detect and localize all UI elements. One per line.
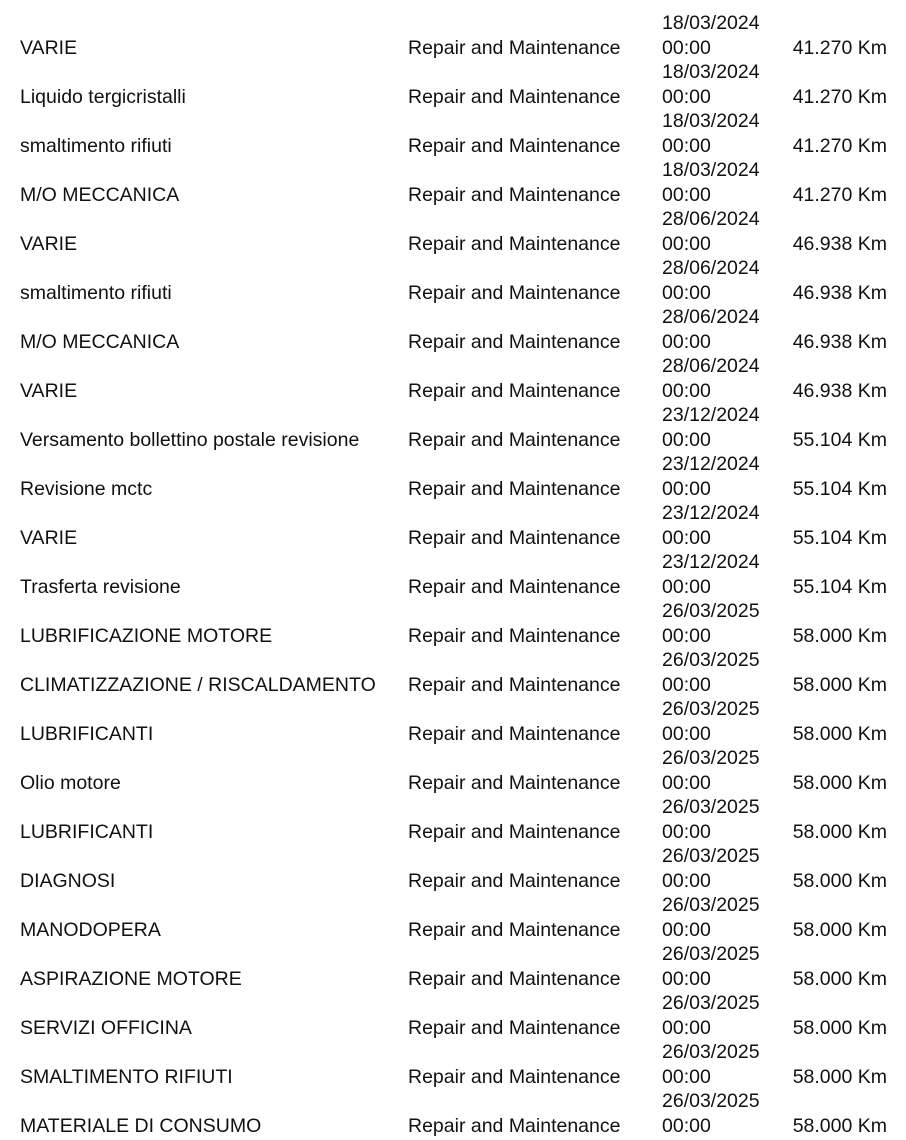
row-mileage: 55.104 Km: [792, 576, 887, 598]
table-row: [0, 207, 906, 256]
row-category: Repair and Maintenance: [408, 870, 621, 892]
row-mileage: 58.000 Km: [792, 821, 887, 843]
row-time: 00:00: [662, 772, 711, 794]
row-time: 00:00: [662, 184, 711, 206]
row-mileage: 41.270 Km: [792, 37, 887, 59]
row-mileage: 55.104 Km: [792, 478, 887, 500]
row-category: Repair and Maintenance: [408, 429, 621, 451]
row-category: Repair and Maintenance: [408, 674, 621, 696]
table-row: [0, 746, 906, 795]
row-date: 18/03/2024: [662, 159, 760, 181]
maintenance-log-table: [0, 11, 906, 1138]
row-mileage: 41.270 Km: [792, 86, 887, 108]
row-date: 23/12/2024: [662, 551, 760, 573]
row-date: 23/12/2024: [662, 404, 760, 426]
row-category: Repair and Maintenance: [408, 1066, 621, 1088]
row-date: 26/03/2025: [662, 649, 760, 671]
row-description: M/O MECCANICA: [20, 331, 180, 353]
row-description: LUBRIFICAZIONE MOTORE: [20, 625, 273, 647]
row-date: 18/03/2024: [662, 61, 760, 83]
table-row: [0, 1040, 906, 1089]
table-row: [0, 305, 906, 354]
row-date: 26/03/2025: [662, 894, 760, 916]
row-time: 00:00: [662, 1115, 711, 1137]
row-date: 28/06/2024: [662, 355, 760, 377]
row-date: 26/03/2025: [662, 747, 760, 769]
table-row: [0, 403, 906, 452]
row-category: Repair and Maintenance: [408, 527, 621, 549]
row-category: Repair and Maintenance: [408, 135, 621, 157]
row-description: LUBRIFICANTI: [20, 723, 154, 745]
row-category: Repair and Maintenance: [408, 821, 621, 843]
row-category: Repair and Maintenance: [408, 478, 621, 500]
row-description: smaltimento rifiuti: [20, 135, 172, 157]
row-date: 26/03/2025: [662, 600, 760, 622]
table-row: [0, 550, 906, 599]
row-description: Revisione mctc: [20, 478, 153, 500]
row-category: Repair and Maintenance: [408, 723, 621, 745]
row-time: 00:00: [662, 674, 711, 696]
row-time: 00:00: [662, 135, 711, 157]
row-category: Repair and Maintenance: [408, 576, 621, 598]
row-time: 00:00: [662, 821, 711, 843]
row-date: 18/03/2024: [662, 12, 760, 34]
row-description: DIAGNOSI: [20, 870, 116, 892]
row-time: 00:00: [662, 1017, 711, 1039]
row-time: 00:00: [662, 331, 711, 353]
table-row: [0, 844, 906, 893]
row-description: VARIE: [20, 37, 78, 59]
row-category: Repair and Maintenance: [408, 86, 621, 108]
row-category: Repair and Maintenance: [408, 380, 621, 402]
row-date: 28/06/2024: [662, 306, 760, 328]
row-category: Repair and Maintenance: [408, 1115, 621, 1137]
table-row: [0, 256, 906, 305]
table-row: [0, 795, 906, 844]
row-mileage: 58.000 Km: [792, 1017, 887, 1039]
row-date: 23/12/2024: [662, 502, 760, 524]
table-row: [0, 501, 906, 550]
row-time: 00:00: [662, 527, 711, 549]
row-date: 23/12/2024: [662, 453, 760, 475]
row-description: CLIMATIZZAZIONE / RISCALDAMENTO: [20, 674, 376, 696]
row-date: 28/06/2024: [662, 208, 760, 230]
row-time: 00:00: [662, 86, 711, 108]
row-mileage: 58.000 Km: [792, 1066, 887, 1088]
row-category: Repair and Maintenance: [408, 282, 621, 304]
row-time: 00:00: [662, 625, 711, 647]
row-description: M/O MECCANICA: [20, 184, 180, 206]
row-category: Repair and Maintenance: [408, 625, 621, 647]
row-description: LUBRIFICANTI: [20, 821, 154, 843]
table-row: [0, 599, 906, 648]
row-time: 00:00: [662, 478, 711, 500]
row-time: 00:00: [662, 1066, 711, 1088]
row-mileage: 41.270 Km: [792, 135, 887, 157]
row-description: Olio motore: [20, 772, 121, 794]
row-time: 00:00: [662, 233, 711, 255]
row-mileage: 58.000 Km: [792, 919, 887, 941]
row-mileage: 46.938 Km: [792, 331, 887, 353]
row-time: 00:00: [662, 429, 711, 451]
row-time: 00:00: [662, 37, 711, 59]
row-mileage: 58.000 Km: [792, 625, 887, 647]
row-date: 26/03/2025: [662, 1041, 760, 1063]
row-mileage: 58.000 Km: [792, 870, 887, 892]
row-category: Repair and Maintenance: [408, 233, 621, 255]
row-mileage: 41.270 Km: [792, 184, 887, 206]
row-category: Repair and Maintenance: [408, 1017, 621, 1039]
row-mileage: 58.000 Km: [792, 1115, 887, 1137]
row-mileage: 46.938 Km: [792, 282, 887, 304]
table-row: [0, 60, 906, 109]
row-date: 26/03/2025: [662, 845, 760, 867]
row-description: SERVIZI OFFICINA: [20, 1017, 192, 1039]
row-mileage: 46.938 Km: [792, 233, 887, 255]
row-description: VARIE: [20, 233, 78, 255]
row-date: 18/03/2024: [662, 110, 760, 132]
table-row: [0, 109, 906, 158]
table-row: [0, 354, 906, 403]
row-description: VARIE: [20, 527, 78, 549]
table-row: [0, 452, 906, 501]
row-time: 00:00: [662, 968, 711, 990]
row-time: 00:00: [662, 380, 711, 402]
row-date: 26/03/2025: [662, 796, 760, 818]
row-time: 00:00: [662, 870, 711, 892]
row-date: 26/03/2025: [662, 992, 760, 1014]
table-row: [0, 697, 906, 746]
row-time: 00:00: [662, 282, 711, 304]
row-description: MATERIALE DI CONSUMO: [20, 1115, 262, 1137]
row-mileage: 58.000 Km: [792, 723, 887, 745]
row-time: 00:00: [662, 919, 711, 941]
row-description: smaltimento rifiuti: [20, 282, 172, 304]
row-category: Repair and Maintenance: [408, 968, 621, 990]
row-category: Repair and Maintenance: [408, 919, 621, 941]
row-category: Repair and Maintenance: [408, 184, 621, 206]
row-date: 26/03/2025: [662, 1090, 760, 1112]
row-mileage: 46.938 Km: [792, 380, 887, 402]
row-category: Repair and Maintenance: [408, 37, 621, 59]
row-mileage: 55.104 Km: [792, 527, 887, 549]
table-row: [0, 648, 906, 697]
table-row: [0, 991, 906, 1040]
row-mileage: 58.000 Km: [792, 674, 887, 696]
row-date: 26/03/2025: [662, 943, 760, 965]
row-description: ASPIRAZIONE MOTORE: [20, 968, 242, 990]
row-date: 26/03/2025: [662, 698, 760, 720]
row-description: Trasferta revisione: [20, 576, 181, 598]
table-row: [0, 893, 906, 942]
row-category: Repair and Maintenance: [408, 772, 621, 794]
row-time: 00:00: [662, 723, 711, 745]
row-description: VARIE: [20, 380, 78, 402]
row-mileage: 55.104 Km: [792, 429, 887, 451]
row-description: Liquido tergicristalli: [20, 86, 186, 108]
row-mileage: 58.000 Km: [792, 968, 887, 990]
table-row: [0, 158, 906, 207]
row-description: SMALTIMENTO RIFIUTI: [20, 1066, 233, 1088]
table-row: [0, 11, 906, 60]
table-row: [0, 942, 906, 991]
row-description: MANODOPERA: [20, 919, 161, 941]
row-mileage: 58.000 Km: [792, 772, 887, 794]
row-date: 28/06/2024: [662, 257, 760, 279]
row-category: Repair and Maintenance: [408, 331, 621, 353]
row-time: 00:00: [662, 576, 711, 598]
table-row: [0, 1089, 906, 1138]
row-description: Versamento bollettino postale revisione: [20, 429, 360, 451]
